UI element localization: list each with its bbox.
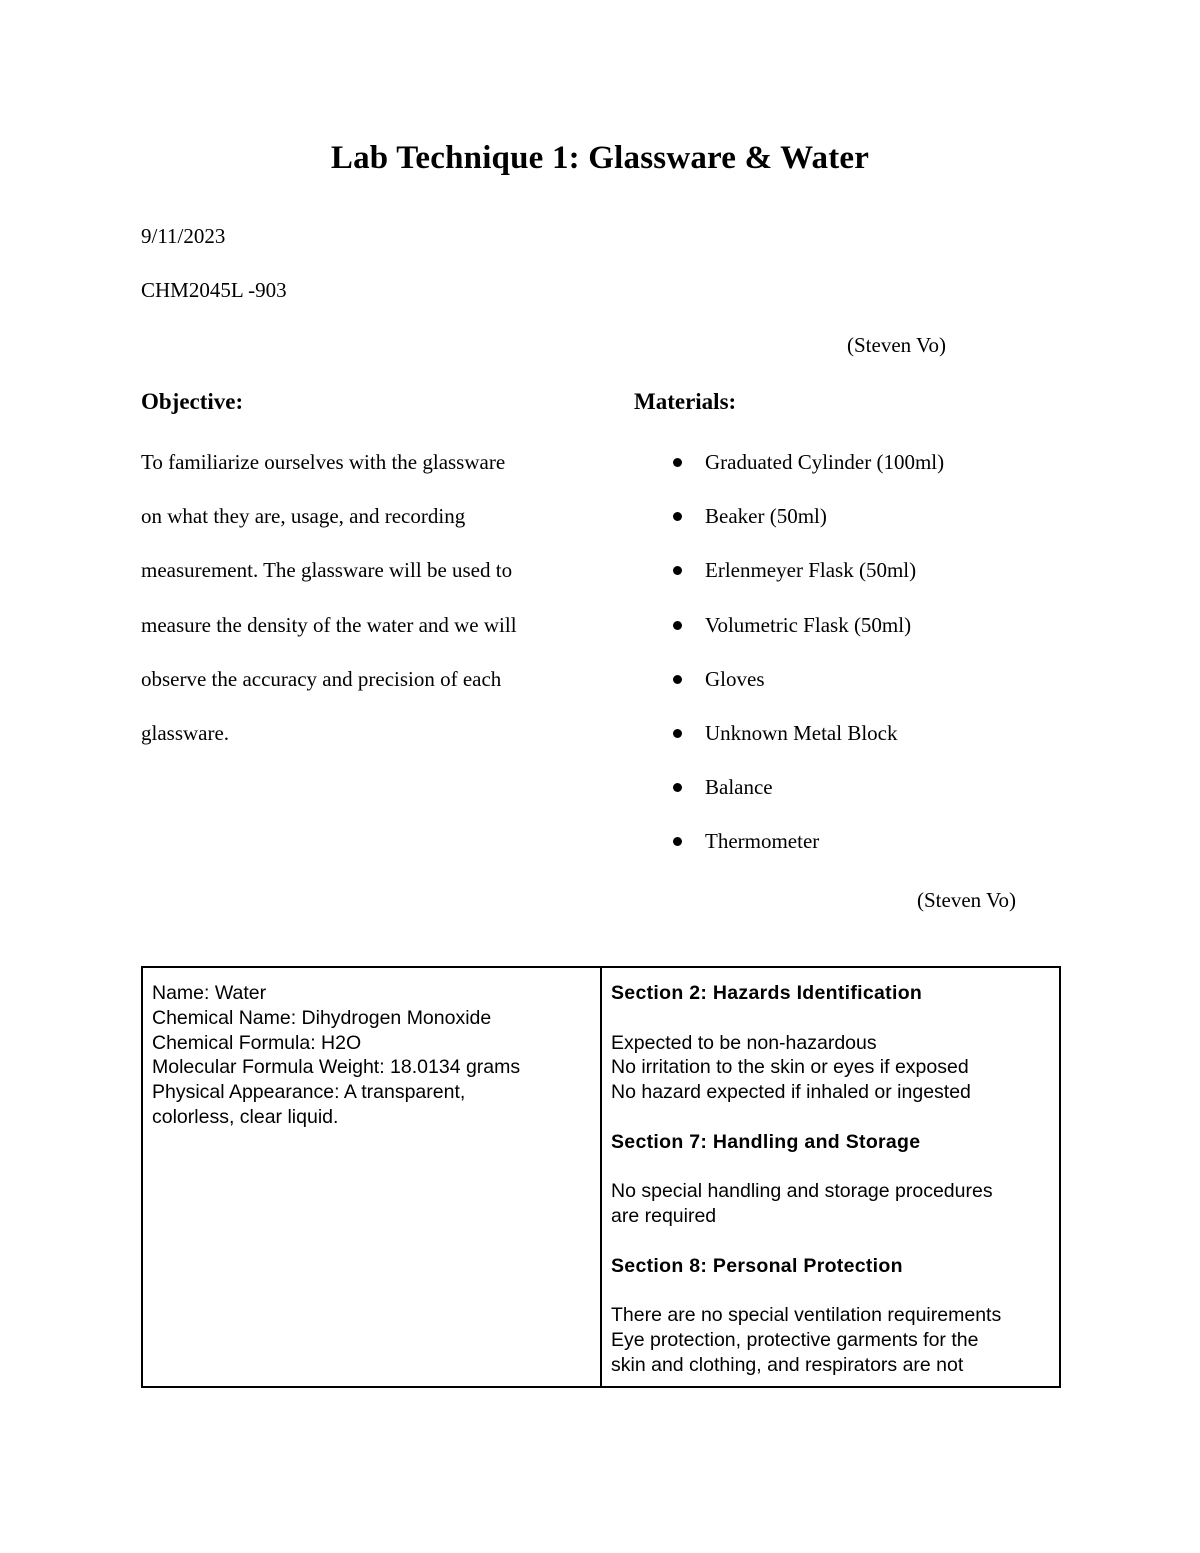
spacer	[611, 1155, 1050, 1180]
bullet-icon	[673, 837, 682, 846]
sds-line-name: Name: Water	[152, 982, 267, 1004]
material-item-label: Gloves	[705, 666, 765, 691]
materials-heading: Materials:	[634, 389, 737, 414]
material-item	[670, 652, 944, 706]
date-line: 9/11/2023	[141, 224, 226, 248]
objective-line: measure the density of the water and we will	[141, 612, 517, 637]
section-7-line: No special handling and storage procedures	[611, 1180, 993, 1203]
document-title: Lab Technique 1: Glassware & Water	[330, 140, 870, 176]
bullet-icon	[673, 621, 682, 630]
bullet-icon	[673, 675, 682, 684]
bullet-icon	[673, 729, 682, 738]
section-7-title: Section 7: Handling and Storage	[611, 1130, 921, 1153]
bullet-icon	[673, 783, 682, 792]
sds-line-appearance-cont: colorless, clear liquid.	[152, 1105, 339, 1128]
materials-list	[670, 435, 944, 869]
material-item	[670, 814, 944, 868]
sds-sections-cell	[602, 968, 1059, 1386]
spacer	[611, 1006, 1050, 1031]
objective-line: glassware.	[141, 721, 230, 746]
objective-text	[141, 435, 571, 760]
spacer	[611, 1105, 1050, 1130]
material-item	[670, 706, 944, 760]
section-8-title: Section 8: Personal Protection	[611, 1254, 903, 1277]
section-7-line: are required	[611, 1205, 717, 1228]
material-item-label: Beaker (50ml)	[705, 504, 827, 529]
section-8-line: Eye protection, protective garments for the	[611, 1329, 979, 1352]
material-item	[670, 598, 944, 652]
sds-line-chemical-name: Chemical Name: Dihydrogen Monoxide	[152, 1006, 492, 1029]
section-8-line: skin and clothing, and respirators are not	[611, 1353, 964, 1376]
material-item-label: Volumetric Flask (50ml)	[705, 612, 912, 637]
bullet-icon	[673, 566, 682, 575]
objective-heading: Objective:	[141, 389, 244, 414]
material-item	[670, 489, 944, 543]
material-item-label: Thermometer	[705, 829, 820, 854]
author-citation-top: (Steven Vo)	[847, 333, 946, 357]
sds-table	[141, 966, 1061, 1388]
spacer	[611, 1279, 1050, 1304]
section-2-line: Expected to be non-hazardous	[611, 1031, 877, 1054]
sds-line-chemical-formula: Chemical Formula: H2O	[152, 1031, 362, 1054]
section-2-line: No irritation to the skin or eyes if exposed	[611, 1056, 969, 1079]
section-8-line: There are no special ventilation requirements	[611, 1304, 1002, 1327]
material-item-label: Balance	[705, 775, 773, 800]
sds-line-appearance: Physical Appearance: A transparent,	[152, 1081, 466, 1104]
author-citation-bottom: (Steven Vo)	[917, 888, 1016, 912]
objective-line: on what they are, usage, and recording	[141, 504, 466, 529]
material-item	[670, 543, 944, 597]
material-item	[670, 435, 944, 489]
section-2-line: No hazard expected if inhaled or ingested	[611, 1081, 971, 1104]
section-2-title: Section 2: Hazards Identification	[611, 982, 923, 1004]
sds-line-molecular-weight: Molecular Formula Weight: 18.0134 grams	[152, 1056, 521, 1079]
course-line: CHM2045L -903	[141, 278, 287, 302]
objective-line: measurement. The glassware will be used to	[141, 558, 513, 583]
objective-line: To familiarize ourselves with the glassware	[141, 450, 506, 474]
material-item-label: Unknown Metal Block	[705, 721, 898, 746]
material-item-label: Graduated Cylinder (100ml)	[705, 450, 945, 474]
bullet-icon	[673, 458, 682, 467]
material-item-label: Erlenmeyer Flask (50ml)	[705, 558, 917, 583]
bullet-icon	[673, 512, 682, 521]
sds-identification-cell	[143, 968, 602, 1386]
material-item	[670, 760, 944, 814]
objective-line: observe the accuracy and precision of each	[141, 666, 502, 691]
spacer	[611, 1229, 1050, 1254]
